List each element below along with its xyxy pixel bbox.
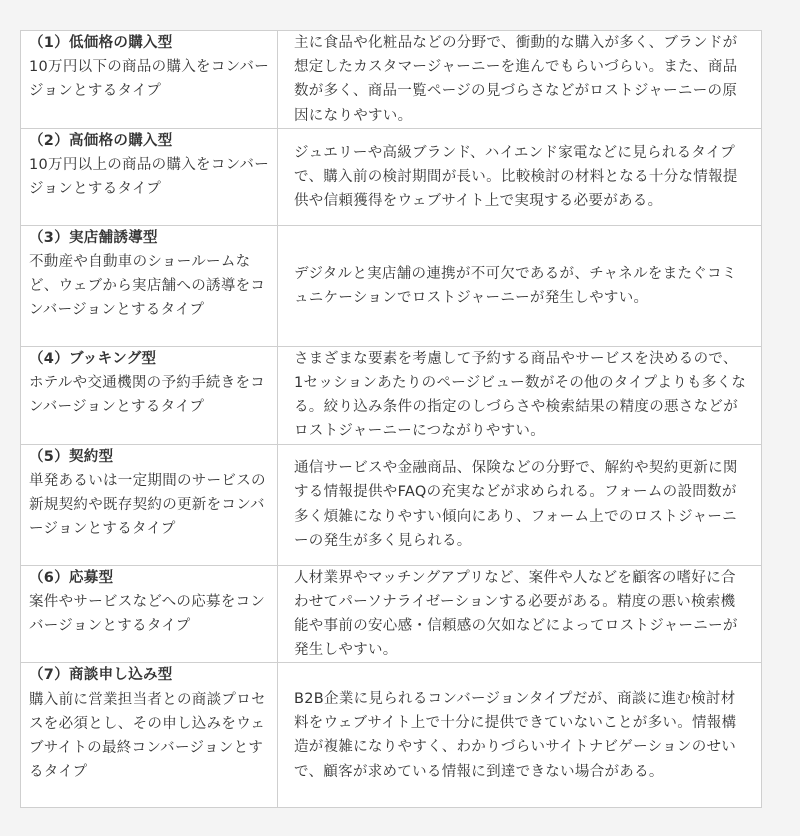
type-subtitle: 単発あるいは一定期間のサービスの新規契約や既存契約の更新をコンバージョンとするタイプ [29, 472, 266, 538]
table-row [21, 31, 762, 129]
description-cell: ジュエリーや高級ブランド、ハイエンド家電などに見られるタイプで、購入前の検討期間が長い。比較検討の材料となる十分な情報提供や信頼獲得をウェブサイト上で実現する必要がある。 [278, 128, 762, 225]
table-row [21, 128, 762, 225]
description-cell: 主に食品や化粧品などの分野で、衝動的な購入が多く、ブランドが想定したカスタマージャーニーを進んでもらいづらい。また、商品数が多く、商品一覧ページの見づらさなどがロストジャーニーの原因になりやすい。 [278, 31, 762, 129]
description-cell: デジタルと実店舗の連携が不可欠であるが、チャネルをまたぐコミュニケーションでロストジャーニーが発生しやすい。 [278, 225, 762, 346]
type-cell [21, 346, 278, 444]
type-title: （1）低価格の購入型 [29, 35, 173, 51]
type-subtitle: 10万円以上の商品の購入をコンバージョンとするタイプ [29, 157, 270, 198]
type-subtitle: 購入前に営業担当者との商談プロセスを必須とし、その申し込みをウェブサイトの最終コンバージョンとするタイプ [29, 691, 266, 781]
type-title: （4）ブッキング型 [29, 350, 157, 367]
type-subtitle: 10万円以下の商品の購入をコンバージョンとするタイプ [29, 59, 270, 100]
description-cell: 人材業界やマッチングアプリなど、案件や人などを顧客の嗜好に合わせてパーソナライゼーションする必要がある。精度の悪い検索機能や事前の安心感・信頼感の欠如などによってロストジャーニーが発生しやすい。 [278, 565, 762, 663]
conversion-type-table [20, 30, 762, 808]
type-cell [21, 128, 278, 225]
type-subtitle: 不動産や自動車のショールームなど、ウェブから実店舗への誘導をコンバージョンとするタイプ [29, 254, 266, 319]
type-cell [21, 565, 278, 663]
table-row [21, 225, 762, 346]
type-title: （3）実店舗誘導型 [29, 229, 158, 246]
description-cell: B2B企業に見られるコンバージョンタイプだが、商談に進む検討材料をウェブサイト上で十分に提供できていないことが多い。情報構造が複雑になりやすく、わかりづらいサイトナビゲーションのせいで、顧客が求めている情報に到達できない場合がある。 [278, 663, 762, 808]
type-title: （7）商談申し込み型 [29, 667, 173, 684]
table-row [21, 663, 762, 808]
description-cell: 通信サービスや金融商品、保険などの分野で、解約や契約更新に関する情報提供やFAQの充実などが求められる。フォームの設問数が多く煩雑になりやすい傾向にあり、フォーム上でのロストジャーニーの発生が多く見られる。 [278, 444, 762, 565]
table-row [21, 444, 762, 565]
type-cell [21, 31, 278, 129]
type-title: （6）応募型 [29, 569, 114, 586]
description-cell: さまざまな要素を考慮して予約する商品やサービスを決めるので、1セッションあたりのページビュー数がその他のタイプよりも多くなる。絞り込み条件の指定のしづらさや検索結果の精度の悪さなどがロストジャーニーにつながりやすい。 [278, 346, 762, 444]
type-title: （2）高価格の購入型 [29, 132, 173, 149]
type-cell [21, 444, 278, 565]
type-cell [21, 225, 278, 346]
table [20, 30, 762, 808]
table-row [21, 346, 762, 444]
table-row [21, 565, 762, 663]
type-title: （5）契約型 [29, 448, 114, 465]
type-subtitle: 案件やサービスなどへの応募をコンバージョンとするタイプ [29, 593, 266, 635]
type-cell [21, 663, 278, 808]
type-subtitle: ホテルや交通機関の予約手続きをコンバージョンとするタイプ [29, 375, 266, 416]
